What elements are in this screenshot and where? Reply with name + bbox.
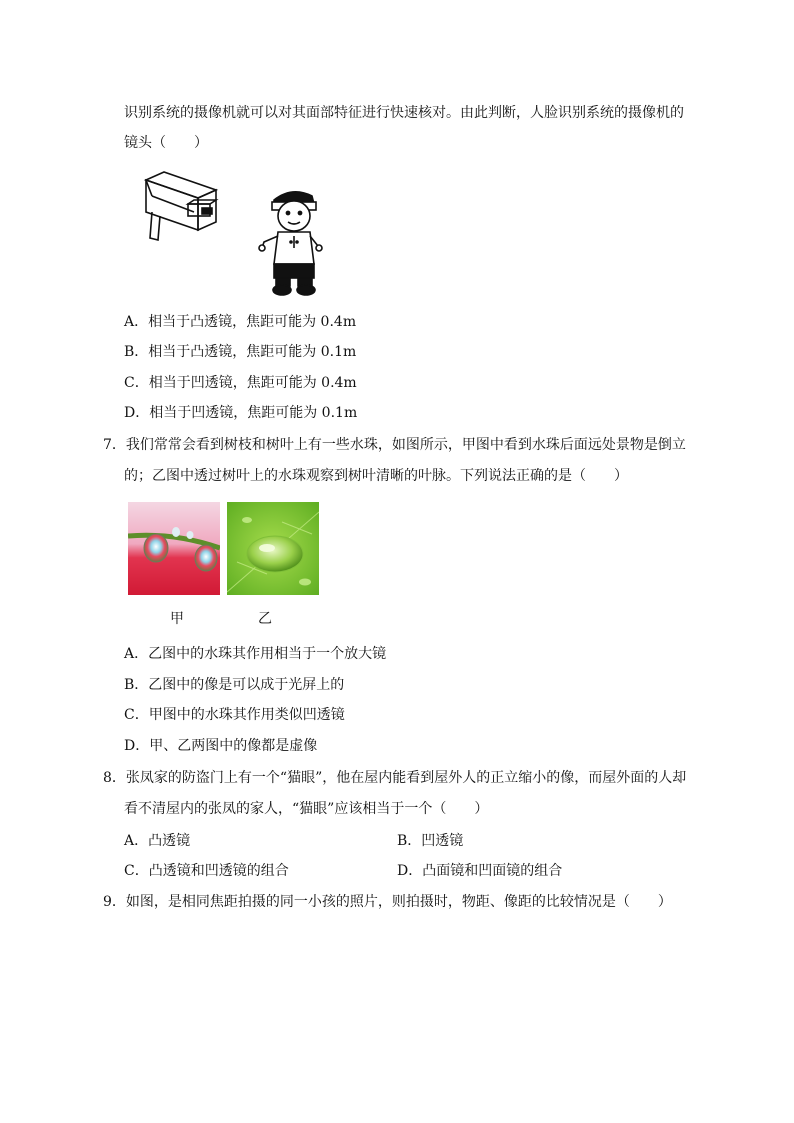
q7-text-line-2: 的；乙图中透过树叶上的水珠观察到树叶清晰的叶脉。下列说法正确的是（ ）: [124, 468, 628, 484]
camera-figure: [142, 168, 222, 242]
q7-option-a: A．乙图中的水珠其作用相当于一个放大镜: [124, 646, 387, 662]
q7-text-line-1: 7．我们常常会看到树枝和树叶上有一些水珠，如图所示，甲图中看到水珠后面远处景物是倒立: [103, 437, 686, 453]
q6-option-a: A．相当于凸透镜，焦距可能为 0.4m: [124, 314, 357, 330]
q7-option-b: B．乙图中的像是可以成于光屏上的: [124, 677, 345, 693]
water-drops-twig-photo: [128, 502, 220, 595]
q6-option-d: D．相当于凹透镜，焦距可能为 0.1m: [124, 405, 358, 421]
q8-option-b: B．凹透镜: [397, 833, 464, 849]
person-figure: [258, 186, 330, 296]
q8-text-line-1: 8．张凤家的防盗门上有一个“猫眼”，他在屋内能看到屋外人的正立缩小的像，而屋外面的人却: [103, 770, 687, 786]
q6-text-line-2: 镜头（ ）: [124, 135, 208, 151]
q8-option-c: C．凸透镜和凹透镜的组合: [124, 863, 289, 879]
q8-option-a: A．凸透镜: [124, 833, 191, 849]
q7-option-c: C．甲图中的水珠其作用类似凹透镜: [124, 707, 345, 723]
caption-yi: 乙: [258, 611, 272, 627]
water-drop-leaf-photo: [227, 502, 319, 595]
q8-option-d: D．凸面镜和凹面镜的组合: [397, 863, 563, 879]
q7-option-d: D．甲、乙两图中的像都是虚像: [124, 738, 318, 754]
q6-option-b: B．相当于凸透镜，焦距可能为 0.1m: [124, 344, 357, 360]
q6-text-line-1: 识别系统的摄像机就可以对其面部特征进行快速核对。由此判断，人脸识别系统的摄像机的: [124, 105, 684, 121]
q8-text-line-2: 看不清屋内的张凤的家人，“猫眼”应该相当于一个（ ）: [124, 801, 489, 817]
q9-text-line-1: 9．如图，是相同焦距拍摄的同一小孩的照片，则拍摄时，物距、像距的比较情况是（ ）: [103, 894, 672, 910]
caption-jia: 甲: [170, 611, 184, 627]
q6-option-c: C．相当于凹透镜，焦距可能为 0.4m: [124, 375, 357, 391]
